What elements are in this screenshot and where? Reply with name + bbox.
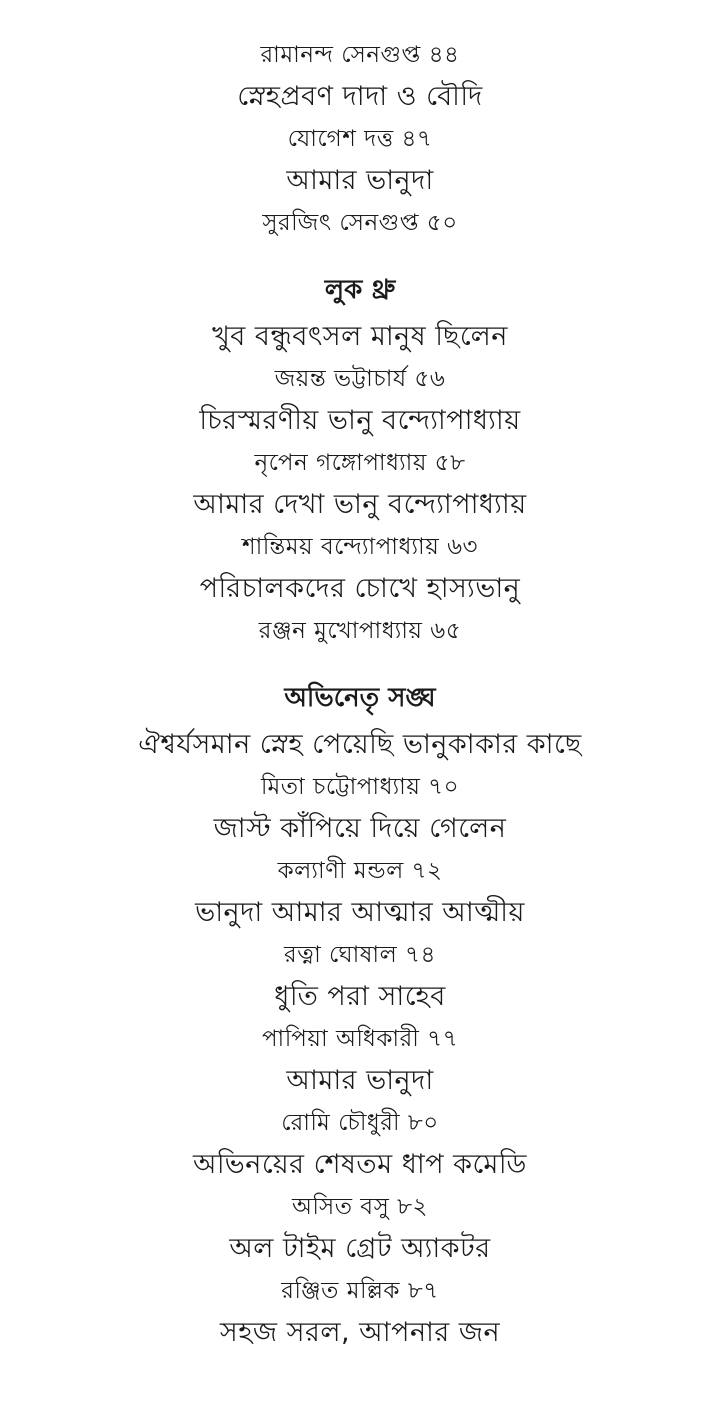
toc-author: রঞ্জিত মল্লিক ৮৭ (281, 1278, 439, 1304)
toc-author: কল্যাণী মন্ডল ৭২ (277, 858, 443, 884)
toc-section-look-through (0, 268, 720, 652)
toc-article-title: ভানুদা আমার আত্মার আত্মীয় (195, 897, 525, 928)
toc-author: রামানন্দ সেনগুপ্ত ৪৪ (260, 42, 460, 68)
toc-article-title: পরিচালকদের চোখে হাস্যভানু (199, 573, 521, 604)
toc-intro-block (0, 34, 720, 244)
toc-section-actors (0, 676, 720, 1354)
toc-article-title: অভিনয়ের শেষতম ধাপ কমেডি (193, 1149, 527, 1180)
toc-author: নৃপেন গঙ্গোপাধ্যায় ৫৮ (254, 450, 466, 476)
toc-article-title: ঐশ্বর্যসমান স্নেহ পেয়েছি ভানুকাকার কাছে (138, 729, 582, 760)
toc-article-title: আমার দেখা ভানু বন্দ্যোপাধ্যায় (193, 489, 527, 520)
toc-author: রঞ্জন মুখোপাধ্যায় ৬৫ (258, 618, 462, 644)
toc-author: পাপিয়া অধিকারী ৭৭ (261, 1026, 459, 1052)
toc-author: শান্তিময় বন্দ্যোপাধ্যায় ৬৩ (242, 534, 478, 560)
toc-article-title: স্নেহপ্রবণ দাদা ও বৌদি (237, 81, 483, 112)
toc-article-title: ধুতি পরা সাহেব (274, 981, 446, 1012)
toc-article-title: সহজ সরল, আপনার জন (219, 1317, 501, 1348)
toc-article-title: অল টাইম গ্রেট অ্যাকটর (229, 1233, 491, 1264)
toc-article-title: খুব বন্ধুবৎসল মানুষ ছিলেন (212, 321, 508, 352)
toc-author: অসিত বসু ৮২ (292, 1194, 428, 1220)
toc-author: মিতা চট্টোপাধ্যায় ৭০ (260, 774, 460, 800)
section-heading: অভিনেতৃ সঙ্ঘ (284, 683, 436, 713)
toc-article-title: আমার ভানুদা (286, 165, 434, 196)
toc-article-title: চিরস্মরণীয় ভানু বন্দ্যোপাধ্যায় (199, 405, 521, 436)
toc-author: যোগেশ দত্ত ৪৭ (287, 126, 433, 152)
toc-article-title: আমার ভানুদা (286, 1065, 434, 1096)
toc-article-title: জাস্ট কাঁপিয়ে দিয়ে গেলেন (213, 813, 507, 844)
toc-author: রত্না ঘোষাল ৭৪ (284, 942, 436, 968)
toc-author: জয়ন্ত ভট্টাচার্য ৫৬ (274, 366, 446, 392)
section-heading: লুক থ্রু (324, 275, 396, 305)
toc-author: সুরজিৎ সেনগুপ্ত ৫০ (262, 210, 458, 236)
toc-author: রোমি চৌধুরী ৮০ (281, 1110, 439, 1136)
